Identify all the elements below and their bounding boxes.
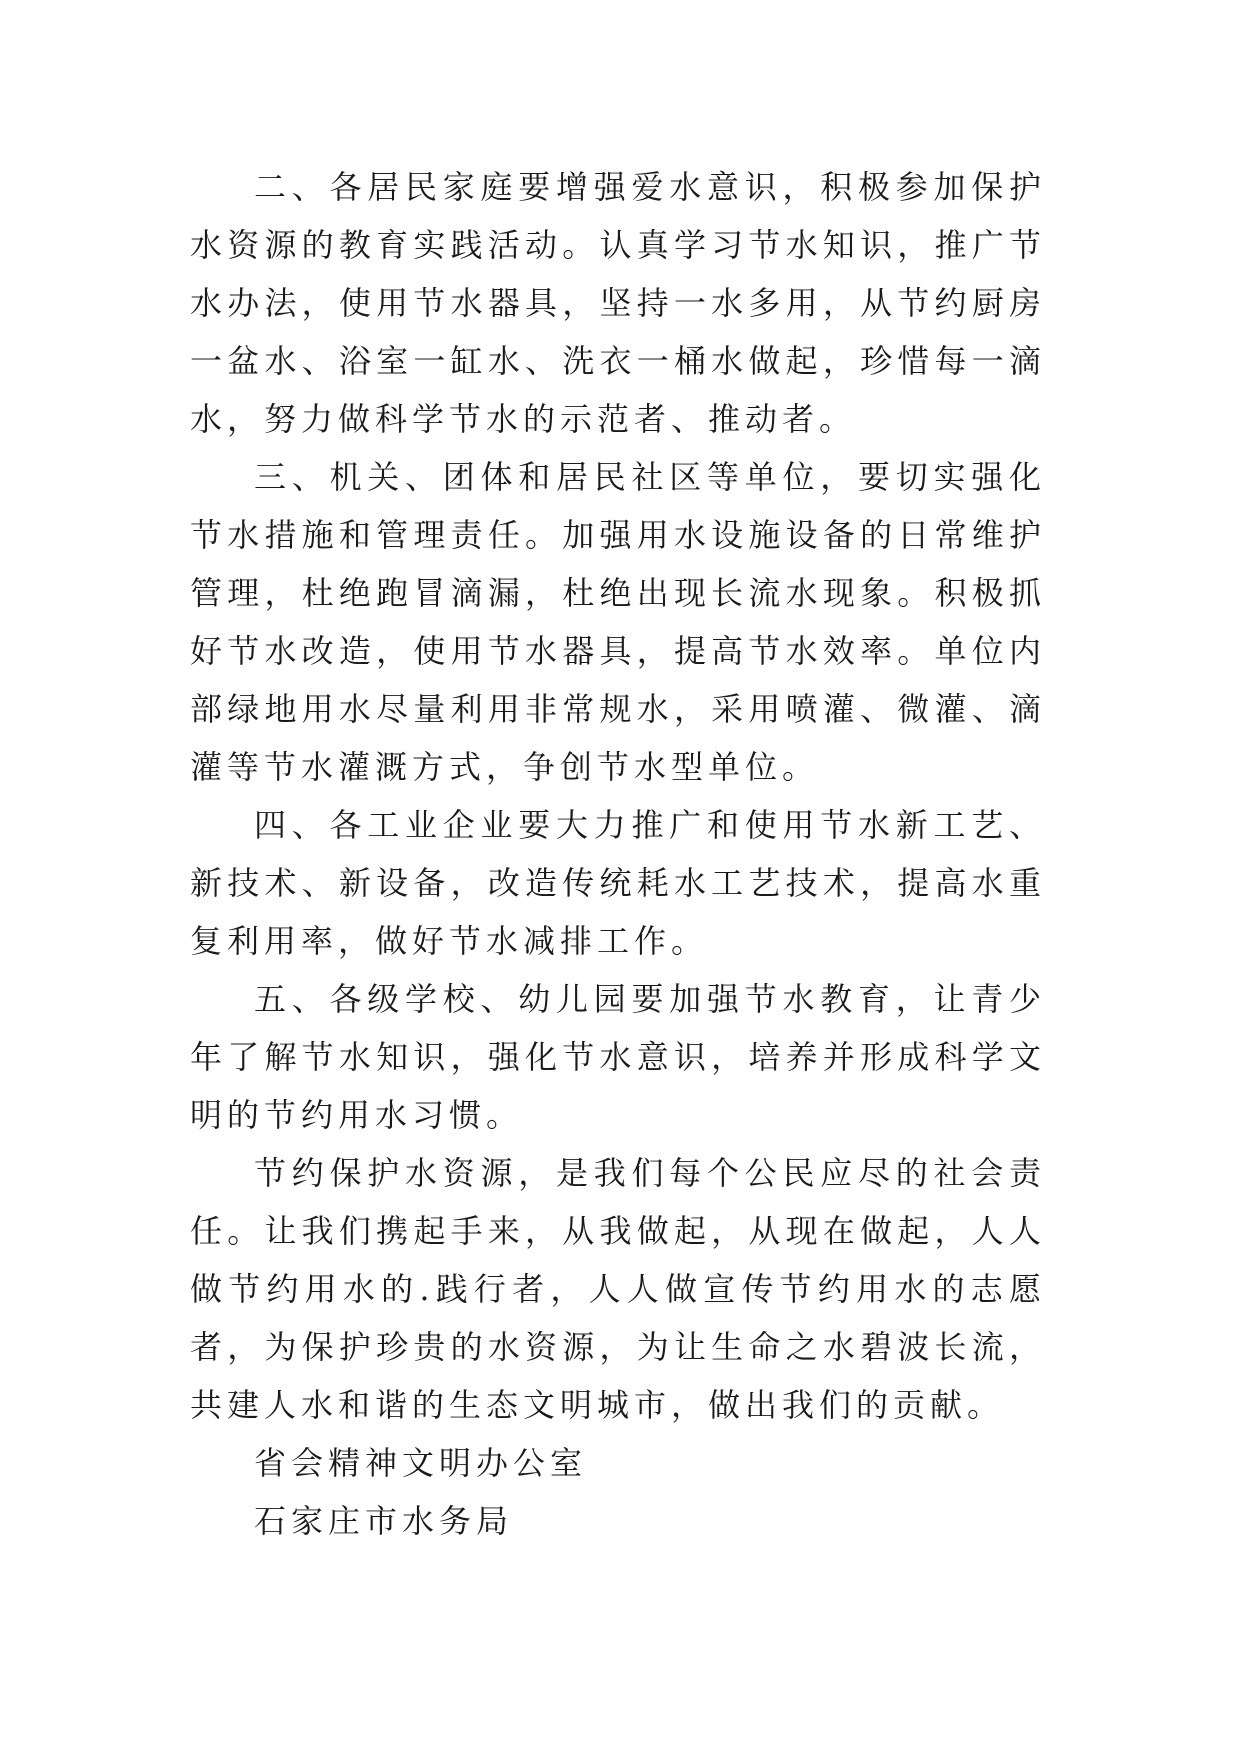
paragraph-residents: 二、各居民家庭要增强爱水意识，积极参加保护水资源的教育实践活动。认真学习节水知识，推广节水办法，使用节水器具，坚持一水多用，从节约厨房一盆水、浴室一缸水、洗衣一桶水做起，珍惜每一滴水，努力做科学节水的示范者、推动者。 [190,168,1046,438]
paragraph-schools: 五、各级学校、幼儿园要加强节水教育，让青少年了解节水知识，强化节水意识，培养并形成科学文明的节约用水习惯。 [190,980,1046,1134]
document-body [190,158,1046,1550]
paragraph-industry: 四、各工业企业要大力推广和使用节水新工艺、新技术、新设备，改造传统耗水工艺技术，提高水重复利用率，做好节水减排工作。 [190,806,1046,960]
signature-water-bureau: 石家庄市水务局 [254,1502,514,1540]
paragraph-closing: 节约保护水资源，是我们每个公民应尽的社会责任。让我们携起手来，从我做起，从现在做起，人人做节约用水的.践行者，人人做宣传节约用水的志愿者，为保护珍贵的水资源，为让生命之水碧波长流，共建人水和谐的生态文明城市，做出我们的贡献。 [190,1154,1046,1424]
paragraph-institutions: 三、机关、团体和居民社区等单位，要切实强化节水措施和管理责任。加强用水设施设备的日常维护管理，杜绝跑冒滴漏，杜绝出现长流水现象。积极抓好节水改造，使用节水器具，提高节水效率。单位内部绿地用水尽量利用非常规水，采用喷灌、微灌、滴灌等节水灌溉方式，争创节水型单位。 [190,458,1046,786]
signature-civilization-office: 省会精神文明办公室 [254,1444,588,1482]
